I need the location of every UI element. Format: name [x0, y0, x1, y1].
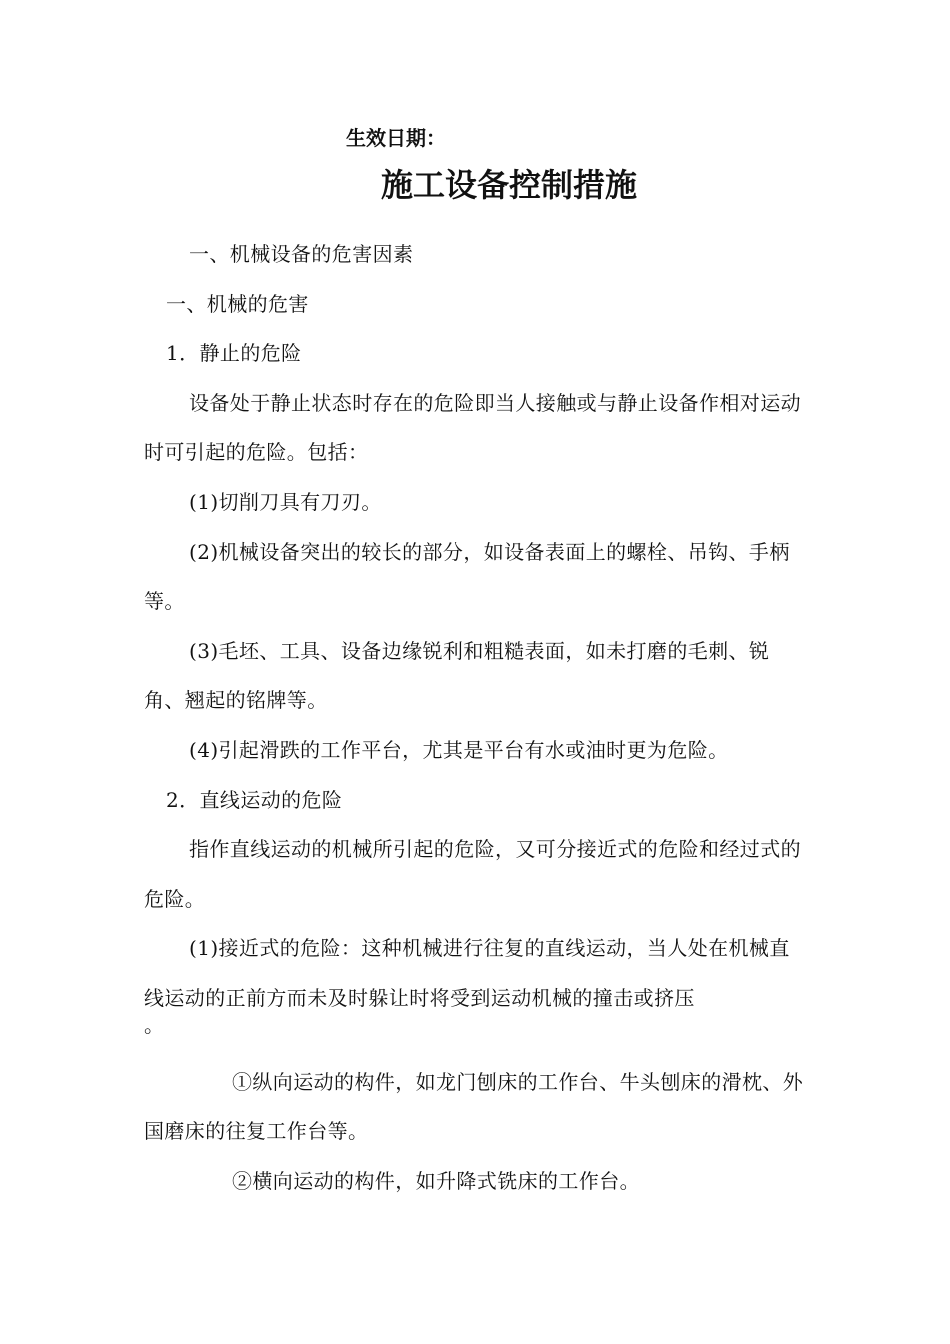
- sub-list-item: ①纵向运动的构件，如龙门刨床的工作台、牛头刨床的滑枕、外国磨床的往复工作台等。: [144, 1069, 804, 1144]
- stray-punctuation: 。: [144, 1012, 164, 1037]
- effective-date-label: 生效日期：: [346, 126, 446, 150]
- document-body: [144, 230, 804, 1206]
- document-title: 施工设备控制措施: [380, 166, 637, 204]
- body-paragraph: 指作直线运动的机械所引起的危险，又可分接近式的危险和经过式的危险。: [144, 837, 801, 911]
- body-paragraph: 设备处于静止状态时存在的危险即当人接触或与静止设备作相对运动时可引起的危险。包括：: [144, 390, 801, 465]
- list-item: (1)接近式的危险：这种机械进行往复的直线运动，当人处在机械直线运动的正前方而未及时躲让时将受到运动机械的撞击或挤压: [144, 936, 790, 1010]
- list-item: (1)切削刀具有刀刃。: [189, 489, 382, 514]
- item-heading: 2．直线运动的危险: [166, 787, 343, 812]
- section-heading: 一、机械设备的危害因素: [189, 242, 414, 266]
- list-item: (4)引起滑跌的工作平台，尤其是平台有水或油时更为危险。: [189, 737, 729, 762]
- subsection-heading: 一、机械的危害: [166, 291, 309, 316]
- sub-list-item: ②横向运动的构件，如升降式铣床的工作台。: [232, 1168, 640, 1193]
- list-item: (3)毛坯、工具、设备边缘锐利和粗糙表面，如未打磨的毛刺、锐角、翘起的铭牌等。: [144, 638, 770, 713]
- item-heading: 1．静止的危险: [166, 341, 302, 366]
- list-item: (2)机械设备突出的较长的部分，如设备表面上的螺栓、吊钩、手柄等。: [144, 539, 790, 614]
